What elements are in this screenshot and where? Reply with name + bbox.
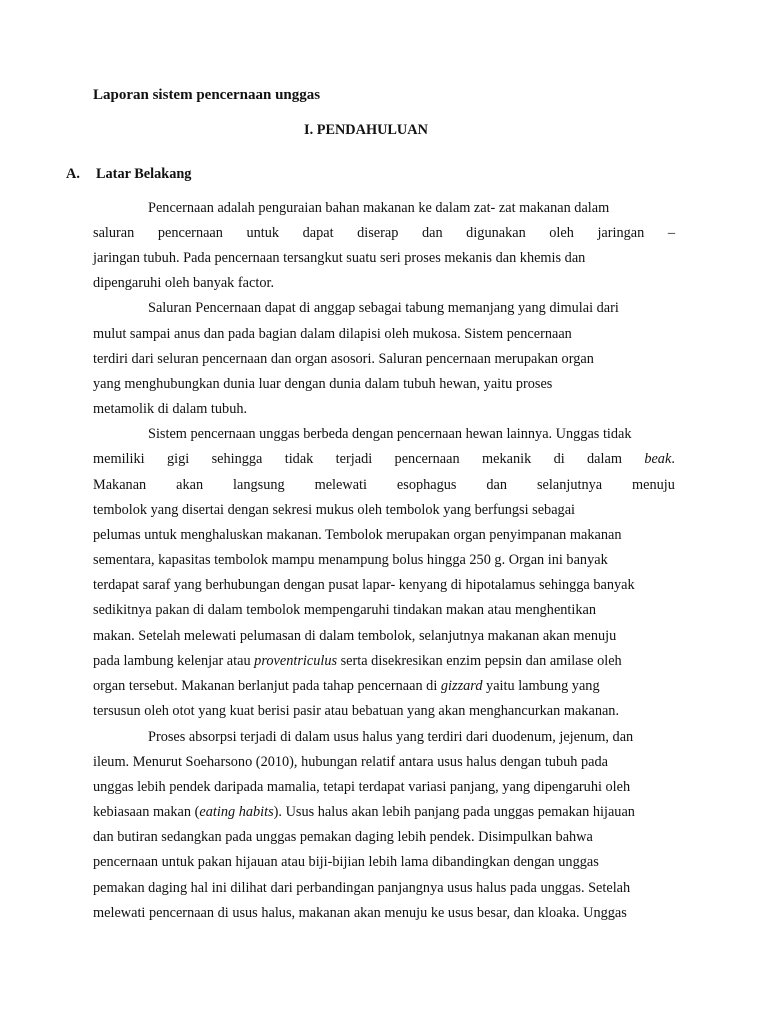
section-heading: I. PENDAHULUAN <box>304 122 428 138</box>
text-line: dipengaruhi oleh banyak factor. <box>93 275 275 291</box>
text-line: saluran pencernaan untuk dapat diserap dan digunakan oleh jaringan – <box>93 225 675 241</box>
document-title: Laporan sistem pencernaan unggas <box>93 87 321 103</box>
text-line: ileum. Menurut Soeharsono (2010), hubungan relatif antara usus halus dengan tubuh pada <box>93 754 608 770</box>
text-line: melewati pencernaan di usus halus, makanan akan menuju ke usus besar, dan kloaka. Unggas <box>93 905 627 921</box>
text-line: Proses absorpsi terjadi di dalam usus halus yang terdiri dari duodenum, jejenum, dan <box>148 729 634 745</box>
text-line: pada lambung kelenjar atau proventriculus serta disekresikan enzim pepsin dan amilase oleh <box>93 653 622 669</box>
text-line: terdapat saraf yang berhubungan dengan pusat lapar- kenyang di hipotalamus sehingga banyak <box>93 577 635 593</box>
text-line: tersusun oleh otot yang kuat berisi pasir atau bebatuan yang akan menghancurkan makanan. <box>93 703 620 719</box>
text-line: organ tersebut. Makanan berlanjut pada tahap pencernaan di gizzard yaitu lambung yang <box>93 678 600 694</box>
text-line: sementara, kapasitas tembolok mampu menampung bolus hingga 250 g. Organ ini banyak <box>93 552 608 568</box>
text-line: pencernaan untuk pakan hijauan atau biji-bijian lebih lama dibandingkan dengan unggas <box>93 854 599 870</box>
text-line: tembolok yang disertai dengan sekresi mukus oleh tembolok yang berfungsi sebagai <box>93 502 576 518</box>
text-line: Makanan akan langsung melewati esophagus dan selanjutnya menuju <box>93 477 675 493</box>
text-line: Saluran Pencernaan dapat di anggap sebagai tabung memanjang yang dimulai dari <box>148 300 619 316</box>
text-line: makan. Setelah melewati pelumasan di dalam tembolok, selanjutnya makanan akan menuju <box>93 628 617 644</box>
text-line: kebiasaan makan (eating habits). Usus halus akan lebih panjang pada unggas pemakan hijauan <box>93 804 635 820</box>
text-line: yang menghubungkan dunia luar dengan dunia dalam tubuh hewan, yaitu proses <box>93 376 553 392</box>
subsection-number: A. <box>66 166 80 182</box>
text-line: memiliki gigi sehingga tidak terjadi pencernaan mekanik di dalam beak. <box>93 451 675 467</box>
text-line: mulut sampai anus dan pada bagian dalam dilapisi oleh mukosa. Sistem pencernaan <box>93 326 572 342</box>
text-line: metamolik di dalam tubuh. <box>93 401 248 417</box>
text-line: terdiri dari seluran pencernaan dan organ asosori. Saluran pencernaan merupakan organ <box>93 351 594 367</box>
text-line: unggas lebih pendek daripada mamalia, tetapi terdapat variasi panjang, yang dipengaruhi oleh <box>93 779 631 795</box>
text-line: pelumas untuk menghaluskan makanan. Tembolok merupakan organ penyimpanan makanan <box>93 527 622 543</box>
text-line: dan butiran sedangkan pada unggas pemakan daging lebih pendek. Disimpulkan bahwa <box>93 829 593 845</box>
text-line: pemakan daging hal ini dilihat dari perbandingan panjangnya usus halus pada unggas. Setelah <box>93 880 631 896</box>
text-line: jaringan tubuh. Pada pencernaan tersangkut suatu seri proses mekanis dan khemis dan <box>93 250 586 266</box>
text-line: Sistem pencernaan unggas berbeda dengan pencernaan hewan lainnya. Unggas tidak <box>148 426 632 442</box>
text-line: Pencernaan adalah penguraian bahan makanan ke dalam zat- zat makanan dalam <box>148 200 610 216</box>
text-line: sedikitnya pakan di dalam tembolok mempengaruhi tindakan makan atau menghentikan <box>93 602 597 618</box>
subsection-title: Latar Belakang <box>96 166 192 182</box>
